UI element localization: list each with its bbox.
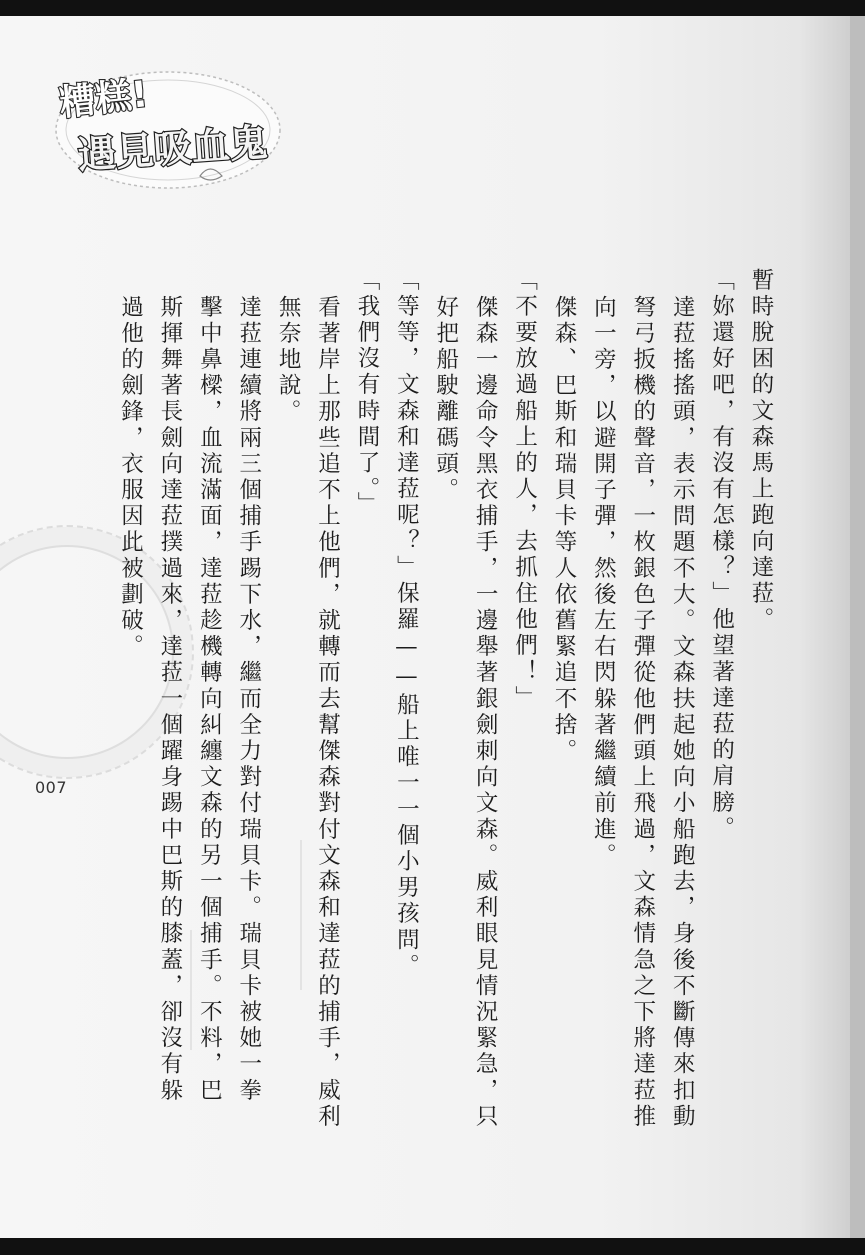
page-number: 007 <box>35 778 68 797</box>
story-text <box>117 268 780 1148</box>
paragraph: 看著岸上那些追不上他們，就轉而去幫傑森對付文森和達菈的捕手，威利無奈地說。 <box>275 295 341 1131</box>
paragraph: 達菈連續將兩三個捕手踢下水，繼而全力對付瑞貝卡。瑞貝卡被她一拳擊中鼻樑，血流滿面，達菈趁機轉向糾纏文森的另一個捕手。不料，巴斯揮舞著長劍向達菈撲過來，達菈一個躍身踢中巴斯的膝蓋，卻沒有躲過他的劍鋒，衣服因此被劃破。 <box>117 295 262 1105</box>
page-edge-shadow <box>850 16 865 1242</box>
paragraph: 「妳還好吧，有沒有怎樣？」他望著達菈的肩膀。 <box>708 268 735 843</box>
logo-line-2: 遇見吸血鬼 <box>76 120 270 178</box>
scan-bottom-border <box>0 1238 865 1255</box>
paragraph: 「等等，文森和達菈呢？」保羅——船上唯一一個小男孩問。 <box>393 268 420 980</box>
paragraph: 傑森一邊命令黑衣捕手，一邊舉著銀劍刺向文森。威利眼見情況緊急，只好把船駛離碼頭。 <box>432 295 499 1131</box>
paragraph: 「我們沒有時間了。」 <box>353 268 380 518</box>
paragraph: 傑森、巴斯和瑞貝卡等人依舊緊追不捨。 <box>550 295 577 765</box>
paragraph: 達菈搖搖頭，表示問題不大。文森扶起她向小船跑去，身後不斷傳來扣動弩弓扳機的聲音，一枚銀色子彈從他們頭上飛過，文森情急之下將達菈推向一旁，以避開子彈，然後左右閃躲著繼續前進。 <box>590 295 696 1131</box>
paragraph: 「不要放過船上的人，去抓住他們！」 <box>511 268 538 712</box>
series-logo <box>50 58 300 198</box>
logo-line-1: 糟糕! <box>57 74 150 125</box>
paragraph: 暫時脫困的文森馬上跑向達菈。 <box>748 268 774 634</box>
